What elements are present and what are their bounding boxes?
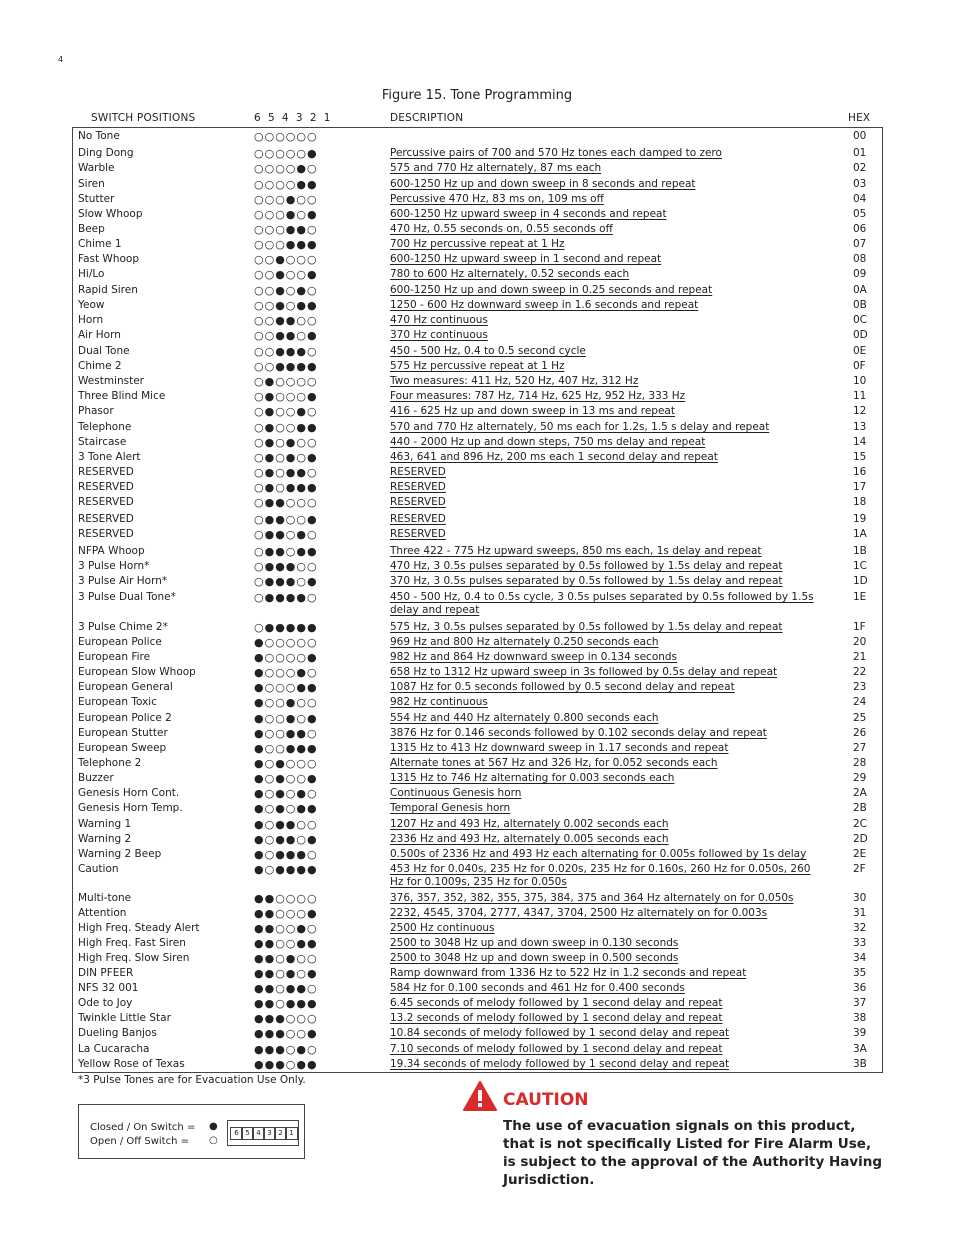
switch-positions: ○○○○●○ [254, 162, 318, 175]
header-description: DESCRIPTION [390, 112, 464, 124]
caution-title: CAUTION [503, 1090, 589, 1110]
switch-positions: ●○○○●○ [254, 666, 318, 679]
closed-switch-icon: ● [209, 1121, 218, 1132]
switch-positions: ●●●○○○ [254, 1012, 318, 1025]
tone-description: 470 Hz, 3 0.5s pulses separated by 0.5s followed by 1.5s delay and repeat [390, 560, 783, 572]
hex-code: 33 [853, 937, 867, 949]
tone-description: RESERVED [390, 513, 446, 525]
switch-positions: ○●○○○○ [254, 375, 318, 388]
switch-positions: ●○○●○○ [254, 696, 318, 709]
hex-code: 2A [853, 787, 867, 799]
tone-description: 600-1250 Hz up and down sweep in 0.25 seconds and repeat [390, 284, 713, 296]
tone-name: No Tone [78, 130, 120, 142]
tone-description: 370 Hz, 3 0.5s pulses separated by 0.5s followed by 1.5s delay and repeat [390, 575, 783, 587]
caution-text: The use of evacuation signals on this product, that is not specifically Listed for Fire Alarm Use, is subject to the approval of the Authority Having Jurisdiction. [503, 1118, 883, 1188]
tone-name: European Police 2 [78, 712, 172, 724]
tone-name: Warble [78, 162, 115, 174]
hex-code: 04 [853, 193, 867, 205]
header-switch-numbers: 6 5 4 3 2 1 [254, 112, 331, 124]
header-switch-positions: SWITCH POSITIONS [91, 112, 196, 124]
hex-code: 23 [853, 681, 867, 693]
tone-name: Chime 2 [78, 360, 122, 372]
switch-positions: ○○●●●● [254, 360, 318, 373]
switch-positions: ●○●●○● [254, 833, 318, 846]
switch-positions: ○●●●●○ [254, 591, 318, 604]
switch-positions: ○●●○●○ [254, 528, 318, 541]
tone-description: Two measures: 411 Hz, 520 Hz, 407 Hz, 312 Hz [390, 375, 639, 387]
tone-description: 376, 357, 352, 382, 355, 375, 384, 375 and 364 Hz alternately on for 0.050s [390, 892, 794, 904]
hex-code: 1F [853, 621, 866, 633]
tone-name: Warning 1 [78, 818, 132, 830]
tone-name: Multi-tone [78, 892, 132, 904]
hex-code: 28 [853, 757, 867, 769]
switch-positions: ○●○●●● [254, 481, 318, 494]
tone-name: 3 Pulse Air Horn* [78, 575, 168, 587]
switch-positions: ○○●○○○ [254, 253, 318, 266]
tone-description: 2500 Hz continuous [390, 922, 495, 934]
hex-code: 12 [853, 405, 867, 417]
tone-name: Slow Whoop [78, 208, 143, 220]
hex-code: 20 [853, 636, 867, 648]
hex-code: 0A [853, 284, 867, 296]
tone-description: 7.10 seconds of melody followed by 1 second delay and repeat [390, 1043, 723, 1055]
legend-open-label: Open / Off Switch = [90, 1136, 189, 1147]
tone-name: European Sweep [78, 742, 167, 754]
dip-switch-6: 6 [230, 1127, 243, 1140]
hex-code: 16 [853, 466, 867, 478]
tone-name: European Police [78, 636, 162, 648]
page-number: 4 [58, 55, 64, 64]
hex-code: 11 [853, 390, 867, 402]
hex-code: 27 [853, 742, 867, 754]
hex-code: 1A [853, 528, 867, 540]
tone-description: 0.500s of 2336 Hz and 493 Hz each alternating for 0.005s followed by 1s delay [390, 848, 807, 860]
switch-positions: ○○●○●● [254, 299, 318, 312]
switch-positions: ○●○●○● [254, 451, 318, 464]
tone-name: High Freq. Fast Siren [78, 937, 186, 949]
dip-switch-diagram [227, 1120, 299, 1146]
tone-description: RESERVED [390, 528, 446, 540]
tone-name: Genesis Horn Cont. [78, 787, 180, 799]
tone-name: Stutter [78, 193, 115, 205]
dip-switch-3: 3 [263, 1127, 276, 1140]
tone-name: Yellow Rose of Texas [78, 1058, 185, 1070]
switch-positions: ○●○○●● [254, 421, 318, 434]
switch-positions: ○○○●○● [254, 208, 318, 221]
hex-code: 00 [853, 130, 867, 142]
hex-code: 39 [853, 1027, 867, 1039]
hex-code: 25 [853, 712, 867, 724]
hex-code: 1B [853, 545, 867, 557]
tone-name: Three Blind Mice [78, 390, 166, 402]
tone-name: RESERVED [78, 481, 134, 493]
tone-description: 1207 Hz and 493 Hz, alternately 0.002 seconds each [390, 818, 669, 830]
tone-name: NFPA Whoop [78, 545, 145, 557]
hex-code: 3B [853, 1058, 867, 1070]
tone-description: Ramp downward from 1336 Hz to 522 Hz in 1.2 seconds and repeat [390, 967, 747, 979]
tone-name: Dual Tone [78, 345, 130, 357]
hex-code: 0E [853, 345, 867, 357]
tone-name: DIN PFEER [78, 967, 134, 979]
tone-description: 2336 Hz and 493 Hz, alternately 0.005 seconds each [390, 833, 669, 845]
switch-positions: ●●○●●● [254, 997, 318, 1010]
tone-description: RESERVED [390, 496, 446, 508]
switch-positions: ●●○○●● [254, 937, 318, 950]
dip-switch-5: 5 [241, 1127, 254, 1140]
switch-positions: ●○●○●○ [254, 787, 318, 800]
switch-positions: ○○○○●● [254, 178, 318, 191]
hex-code: 06 [853, 223, 867, 235]
tone-description: 440 - 2000 Hz up and down steps, 750 ms delay and repeat [390, 436, 706, 448]
hex-code: 30 [853, 892, 867, 904]
hex-code: 02 [853, 162, 867, 174]
switch-positions: ○●●○○○ [254, 496, 318, 509]
tone-name: 3 Pulse Horn* [78, 560, 150, 572]
tone-description: RESERVED [390, 481, 446, 493]
hex-code: 37 [853, 997, 867, 1009]
switch-positions: ●●○●○● [254, 967, 318, 980]
footnote: *3 Pulse Tones are for Evacuation Use Only. [78, 1074, 306, 1086]
switch-positions: ○●●○○● [254, 513, 318, 526]
switch-legend [78, 1104, 305, 1159]
tone-description: RESERVED [390, 466, 446, 478]
tone-description: 700 Hz percussive repeat at 1 Hz [390, 238, 565, 250]
tone-description: 370 Hz continuous [390, 329, 488, 341]
tone-description: 10.84 seconds of melody followed by 1 second delay and repeat [390, 1027, 730, 1039]
tone-name: RESERVED [78, 466, 134, 478]
tone-description: 470 Hz, 0.55 seconds on, 0.55 seconds off [390, 223, 613, 235]
tone-name: Twinkle Little Star [78, 1012, 171, 1024]
tone-name: Buzzer [78, 772, 114, 784]
switch-positions: ●○○○○● [254, 651, 318, 664]
tone-description: 982 Hz and 864 Hz downward sweep in 0.134 seconds [390, 651, 678, 663]
tone-name: 3 Tone Alert [78, 451, 141, 463]
switch-positions: ●○○●●● [254, 742, 318, 755]
tone-description: 1315 Hz to 746 Hz alternating for 0.003 seconds each [390, 772, 675, 784]
tone-name: Phasor [78, 405, 114, 417]
tone-name: Beep [78, 223, 105, 235]
hex-code: 15 [853, 451, 867, 463]
hex-code: 14 [853, 436, 867, 448]
tone-name: Westminster [78, 375, 144, 387]
tone-description: 982 Hz continuous [390, 696, 488, 708]
tone-name: NFS 32 001 [78, 982, 139, 994]
hex-code: 31 [853, 907, 867, 919]
tone-description: 2500 to 3048 Hz up and down sweep in 0.130 seconds [390, 937, 679, 949]
hex-code: 05 [853, 208, 867, 220]
switch-positions: ○●○●○○ [254, 436, 318, 449]
dip-switch-2: 2 [274, 1127, 287, 1140]
switch-positions: ●○○○●● [254, 681, 318, 694]
switch-positions: ●●○○●○ [254, 922, 318, 935]
tone-description: 658 Hz to 1312 Hz upward sweep in 3s followed by 0.5s delay and repeat [390, 666, 778, 678]
hex-code: 01 [853, 147, 867, 159]
tone-description: 2500 to 3048 Hz up and down sweep in 0.500 seconds [390, 952, 679, 964]
tone-description: 600-1250 Hz up and down sweep in 8 seconds and repeat [390, 178, 696, 190]
switch-positions: ●●○●●○ [254, 982, 318, 995]
tone-description: 19.34 seconds of melody followed by 1 second delay and repeat [390, 1058, 730, 1070]
tone-name: European Fire [78, 651, 151, 663]
tone-name: Air Horn [78, 329, 121, 341]
switch-positions: ○●○○●○ [254, 405, 318, 418]
switch-positions: ○○○○○● [254, 147, 318, 160]
switch-positions: ○○○●○○ [254, 193, 318, 206]
dip-switch-4: 4 [252, 1127, 265, 1140]
tone-name: Ding Dong [78, 147, 134, 159]
hex-code: 0D [853, 329, 868, 341]
tone-name: 3 Pulse Chime 2* [78, 621, 168, 633]
switch-positions: ○○○●●● [254, 238, 318, 251]
tone-description: 600-1250 Hz upward sweep in 4 seconds and repeat [390, 208, 667, 220]
hex-code: 1D [853, 575, 868, 587]
hex-code: 0C [853, 314, 868, 326]
hex-code: 2C [853, 818, 868, 830]
tone-description: 3876 Hz for 0.146 seconds followed by 0.102 seconds delay and repeat [390, 727, 767, 739]
hex-code: 17 [853, 481, 867, 493]
figure-title: Figure 15. Tone Programming [381, 88, 573, 103]
hex-code: 09 [853, 268, 867, 280]
switch-positions: ●○●○○● [254, 772, 318, 785]
switch-positions: ●○●○●● [254, 802, 318, 815]
hex-code: 03 [853, 178, 867, 190]
tone-description: 6.45 seconds of melody followed by 1 second delay and repeat [390, 997, 723, 1009]
switch-positions: ○○●●○● [254, 329, 318, 342]
tone-name: Warning 2 [78, 833, 132, 845]
tone-name: Genesis Horn Temp. [78, 802, 183, 814]
hex-code: 22 [853, 666, 867, 678]
tone-description: Four measures: 787 Hz, 714 Hz, 625 Hz, 952 Hz, 333 Hz [390, 390, 686, 402]
legend-closed-label: Closed / On Switch = [90, 1122, 196, 1133]
switch-positions: ●●○○○○ [254, 892, 318, 905]
hex-code: 35 [853, 967, 867, 979]
hex-code: 13 [853, 421, 867, 433]
hex-code: 32 [853, 922, 867, 934]
switch-positions: ●○●●○○ [254, 818, 318, 831]
switch-positions: ○○○●●○ [254, 223, 318, 236]
tone-description: 570 and 770 Hz alternately, 50 ms each for 1.2s, 1.5 s delay and repeat [390, 421, 770, 433]
hex-code: 0F [853, 360, 866, 372]
tone-description: 13.2 seconds of melody followed by 1 second delay and repeat [390, 1012, 723, 1024]
hex-code: 21 [853, 651, 867, 663]
dip-switch-1: 1 [285, 1127, 298, 1140]
tone-name: Telephone 2 [78, 757, 142, 769]
switch-positions: ○●○○○● [254, 390, 318, 403]
switch-positions: ●○○○○○ [254, 636, 318, 649]
switch-positions: ●○●●●○ [254, 848, 318, 861]
switch-positions: ○●●●○● [254, 575, 318, 588]
tone-name: RESERVED [78, 496, 134, 508]
tone-description: 450 - 500 Hz, 0.4 to 0.5 second cycle [390, 345, 586, 357]
switch-positions: ●●●○●○ [254, 1043, 318, 1056]
tone-table [72, 127, 883, 1073]
tone-name: High Freq. Steady Alert [78, 922, 200, 934]
tone-name: Hi/Lo [78, 268, 105, 280]
hex-code: 0B [853, 299, 867, 311]
warning-triangle-icon [463, 1081, 497, 1111]
hex-code: 10 [853, 375, 867, 387]
tone-name: RESERVED [78, 513, 134, 525]
hex-code: 3A [853, 1043, 867, 1055]
tone-description: 1087 Hz for 0.5 seconds followed by 0.5 second delay and repeat [390, 681, 735, 693]
tone-name: Telephone [78, 421, 132, 433]
switch-positions: ●●○●○○ [254, 952, 318, 965]
switch-positions: ○○●○●○ [254, 284, 318, 297]
switch-positions: ●○●●●● [254, 863, 318, 876]
tone-name: European Stutter [78, 727, 168, 739]
tone-description: Temporal Genesis horn [390, 802, 511, 814]
switch-positions: ○●●●○○ [254, 560, 318, 573]
tone-name: Rapid Siren [78, 284, 138, 296]
hex-code: 1C [853, 560, 868, 572]
tone-description: 969 Hz and 800 Hz alternately 0.250 seconds each [390, 636, 659, 648]
tone-name: Attention [78, 907, 127, 919]
tone-description: 1315 Hz to 413 Hz downward sweep in 1.17 seconds and repeat [390, 742, 729, 754]
tone-description: 416 - 625 Hz up and down sweep in 13 ms and repeat [390, 405, 675, 417]
hex-code: 2B [853, 802, 867, 814]
switch-positions: ○○●○○● [254, 268, 318, 281]
switch-positions: ○○○○○○ [254, 130, 318, 143]
hex-code: 2F [853, 863, 866, 875]
switch-positions: ●●○○○● [254, 907, 318, 920]
hex-code: 36 [853, 982, 867, 994]
switch-positions: ○○●●●○ [254, 345, 318, 358]
switch-positions: ○●○●●○ [254, 466, 318, 479]
tone-name: Caution [78, 863, 119, 875]
tone-description: 453 Hz for 0.040s, 235 Hz for 0.020s, 235 Hz for 0.160s, 260 Hz for 0.050s, 260 Hz for 0.1009s, 235 Hz for 0.050s [390, 863, 811, 888]
hex-code: 2D [853, 833, 868, 845]
tone-description: 1250 - 600 Hz downward sweep in 1.6 seconds and repeat [390, 299, 699, 311]
header-hex: HEX [848, 112, 871, 124]
tone-description: Percussive 470 Hz, 83 ms on, 109 ms off [390, 193, 604, 205]
tone-name: Horn [78, 314, 104, 326]
tone-description: 600-1250 Hz upward sweep in 1 second and repeat [390, 253, 662, 265]
tone-name: European Toxic [78, 696, 157, 708]
tone-name: Fast Whoop [78, 253, 139, 265]
tone-description: 575 Hz, 3 0.5s pulses separated by 0.5s followed by 1.5s delay and repeat [390, 621, 783, 633]
switch-positions: ●○○●○● [254, 712, 318, 725]
switch-positions: ○●●●●● [254, 621, 318, 634]
tone-description: 450 - 500 Hz, 0.4 to 0.5s cycle, 3 0.5s pulses separated by 0.5s followed by 1.5s delay and repeat [390, 591, 814, 616]
hex-code: 1E [853, 591, 867, 603]
tone-name: Staircase [78, 436, 127, 448]
tone-name: Ode to Joy [78, 997, 133, 1009]
tone-name: Siren [78, 178, 105, 190]
tone-name: 3 Pulse Dual Tone* [78, 591, 176, 603]
tone-description: 2232, 4545, 3704, 2777, 4347, 3704, 2500 Hz alternately on for 0.003s [390, 907, 768, 919]
hex-code: 34 [853, 952, 867, 964]
tone-description: 470 Hz continuous [390, 314, 488, 326]
tone-description: Continuous Genesis horn [390, 787, 522, 799]
hex-code: 29 [853, 772, 867, 784]
hex-code: 24 [853, 696, 867, 708]
tone-description: 575 Hz percussive repeat at 1 Hz [390, 360, 565, 372]
tone-name: RESERVED [78, 528, 134, 540]
switch-positions: ●●●○●● [254, 1058, 318, 1071]
switch-positions: ●○●○○○ [254, 757, 318, 770]
tone-description: 584 Hz for 0.100 seconds and 461 Hz for 0.400 seconds [390, 982, 685, 994]
switch-positions: ●○○●●○ [254, 727, 318, 740]
tone-description: 780 to 600 Hz alternately, 0.52 seconds each [390, 268, 630, 280]
hex-code: 38 [853, 1012, 867, 1024]
tone-description: 463, 641 and 896 Hz, 200 ms each 1 second delay and repeat [390, 451, 718, 463]
open-switch-icon: ○ [209, 1135, 218, 1146]
tone-description: 554 Hz and 440 Hz alternately 0.800 seconds each [390, 712, 659, 724]
tone-name: European Slow Whoop [78, 666, 196, 678]
switch-positions: ●●●○○● [254, 1027, 318, 1040]
hex-code: 18 [853, 496, 867, 508]
hex-code: 26 [853, 727, 867, 739]
tone-name: European General [78, 681, 173, 693]
hex-code: 07 [853, 238, 867, 250]
tone-description: Percussive pairs of 700 and 570 Hz tones each damped to zero [390, 147, 722, 159]
tone-description: Three 422 - 775 Hz upward sweeps, 850 ms each, 1s delay and repeat [390, 545, 762, 557]
hex-code: 2E [853, 848, 867, 860]
tone-name: Dueling Banjos [78, 1027, 157, 1039]
switch-positions: ○●●○●● [254, 545, 318, 558]
tone-name: Chime 1 [78, 238, 122, 250]
tone-name: Warning 2 Beep [78, 848, 162, 860]
switch-positions: ○○●●○○ [254, 314, 318, 327]
tone-name: High Freq. Slow Siren [78, 952, 190, 964]
hex-code: 08 [853, 253, 867, 265]
tone-name: La Cucaracha [78, 1043, 150, 1055]
tone-name: Yeow [78, 299, 105, 311]
tone-description: 575 and 770 Hz alternately, 87 ms each [390, 162, 602, 174]
tone-description: Alternate tones at 567 Hz and 326 Hz, for 0.052 seconds each [390, 757, 718, 769]
hex-code: 19 [853, 513, 867, 525]
